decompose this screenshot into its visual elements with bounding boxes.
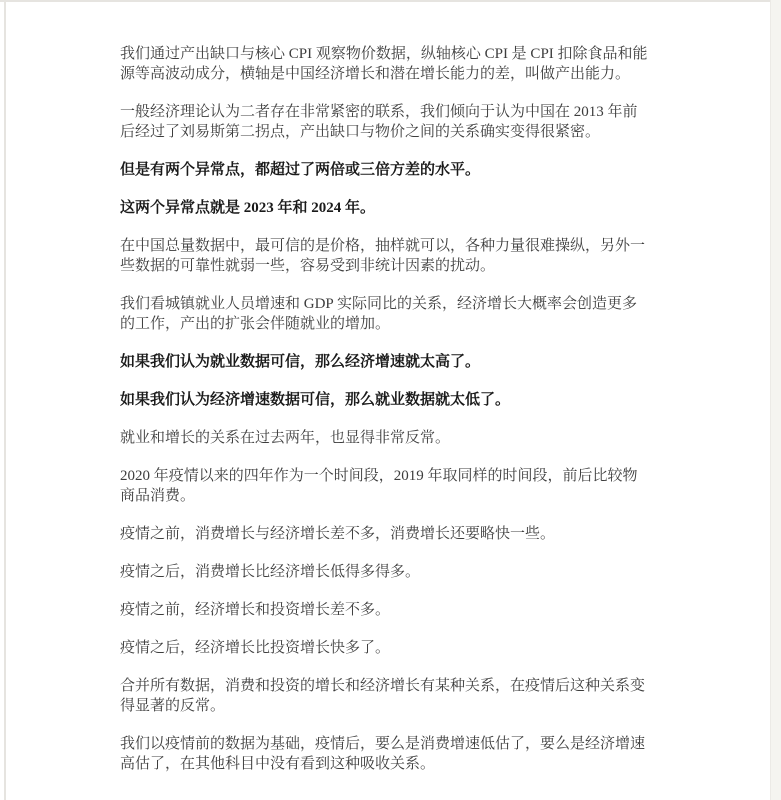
paragraph-line: 疫情之前，经济增长和投资增长差不多。 <box>120 602 391 618</box>
paragraph-line: 疫情之后，消费增长比经济增长低得多得多。 <box>120 564 421 580</box>
paragraph-line: 得显著的反常。 <box>120 698 226 714</box>
paragraph <box>120 466 676 506</box>
paragraph <box>120 44 676 84</box>
paragraph-line: 高估了，在其他科目中没有看到这种吸收关系。 <box>120 756 436 772</box>
paragraph-line: 就业和增长的关系在过去两年，也显得非常反常。 <box>120 430 451 446</box>
page-top-border <box>0 0 781 2</box>
paragraph <box>120 236 676 276</box>
paragraph <box>120 734 676 774</box>
paragraph-bold <box>120 160 676 180</box>
article-body <box>120 44 676 792</box>
paragraph-line: 在中国总量数据中，最可信的是价格，抽样就可以，各种力量很难操纵，另外一 <box>120 238 646 254</box>
paragraph-bold <box>120 352 676 372</box>
paragraph-line: 疫情之后，经济增长比投资增长快多了。 <box>120 640 391 656</box>
paragraph-line: 后经过了刘易斯第二拐点，产出缺口与物价之间的关系确实变得很紧密。 <box>120 124 601 140</box>
paragraph-line: 源等高波动成分，横轴是中国经济增长和潜在增长能力的差，叫做产出能力。 <box>120 66 631 82</box>
paragraph <box>120 638 676 658</box>
paragraph-line: 的工作，产出的扩张会伴随就业的增加。 <box>120 316 391 332</box>
page-right-edge-strip <box>770 0 781 800</box>
paragraph-line: 如果我们认为就业数据可信，那么经济增速就太高了。 <box>120 354 481 370</box>
paragraph <box>120 600 676 620</box>
paragraph-line: 商品消费。 <box>120 488 196 504</box>
paragraph <box>120 524 676 544</box>
paragraph-line: 2020 年疫情以来的四年作为一个时间段，2019 年取同样的时间段，前后比较物 <box>120 468 638 484</box>
paragraph <box>120 294 676 334</box>
paragraph-line: 但是有两个异常点，都超过了两倍或三倍方差的水平。 <box>120 162 481 178</box>
paragraph-line: 我们看城镇就业人员增速和 GDP 实际同比的关系，经济增长大概率会创造更多 <box>120 296 637 312</box>
paragraph-line: 些数据的可靠性就弱一些，容易受到非统计因素的扰动。 <box>120 258 496 274</box>
paragraph-line: 疫情之前，消费增长与经济增长差不多，消费增长还要略快一些。 <box>120 526 556 542</box>
paragraph-line: 这两个异常点就是 2023 年和 2024 年。 <box>120 200 376 216</box>
paragraph-line: 我们通过产出缺口与核心 CPI 观察物价数据，纵轴核心 CPI 是 CPI 扣除食品和能 <box>120 46 648 62</box>
page-left-border <box>4 0 6 800</box>
paragraph-line: 如果我们认为经济增速数据可信，那么就业数据就太低了。 <box>120 392 511 408</box>
paragraph-line: 我们以疫情前的数据为基础，疫情后，要么是消费增速低估了，要么是经济增速 <box>120 736 646 752</box>
paragraph-bold <box>120 198 676 218</box>
paragraph-line: 一般经济理论认为二者存在非常紧密的联系，我们倾向于认为中国在 2013 年前 <box>120 104 638 120</box>
paragraph <box>120 102 676 142</box>
paragraph <box>120 562 676 582</box>
paragraph <box>120 676 676 716</box>
paragraph-line: 合并所有数据，消费和投资的增长和经济增长有某种关系，在疫情后这种关系变 <box>120 678 646 694</box>
paragraph <box>120 428 676 448</box>
paragraph-bold <box>120 390 676 410</box>
